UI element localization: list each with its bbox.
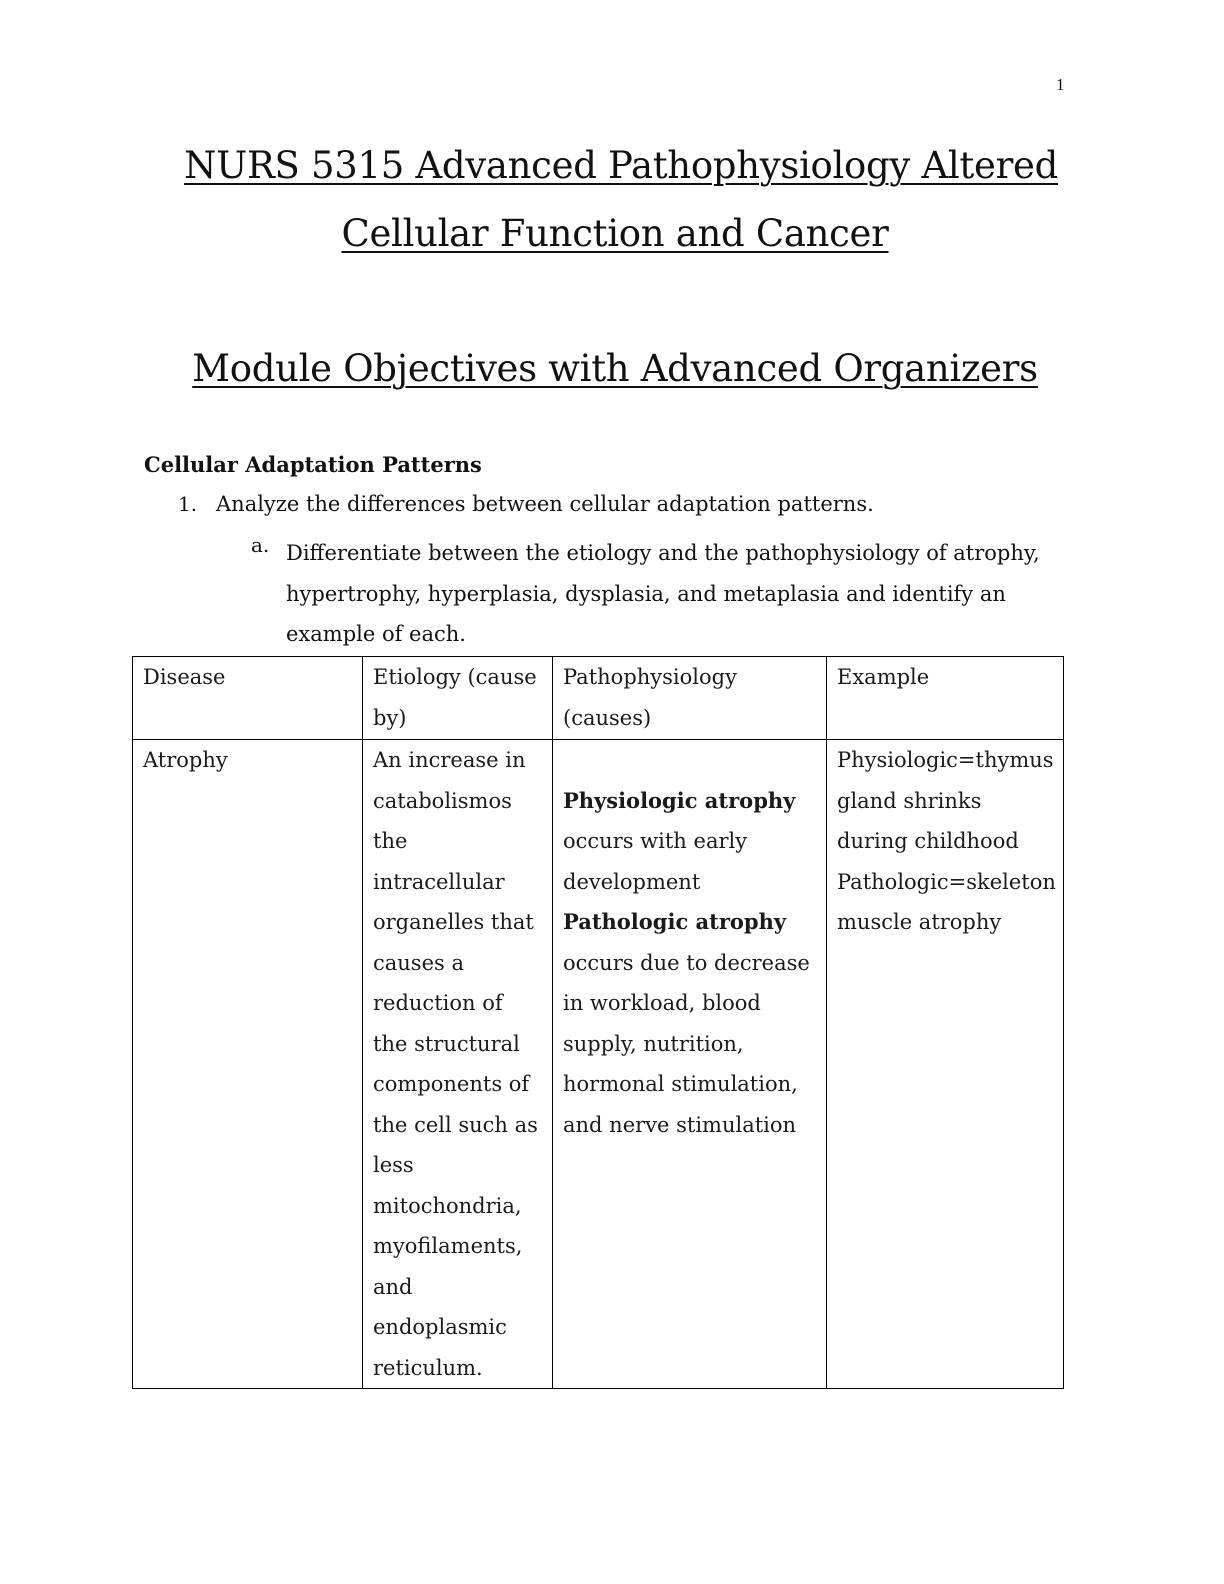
header-example: Example	[827, 657, 1064, 740]
pathologic-atrophy-label: Pathologic atrophy	[563, 909, 787, 934]
advanced-organizer-table	[132, 656, 1064, 1389]
etiology-text: An increase in catabolismos the intracellular organelles that causes a reduction of the structural components of the cell such as less mitochondria, myofilaments, and endoplasmic reticulum.	[373, 748, 538, 1380]
table-header-row	[133, 657, 1064, 740]
objective-text: Analyze the differences between cellular adaptation patterns.	[216, 492, 874, 516]
header-pathophysiology: Pathophysiology (causes)	[553, 657, 827, 740]
cell-pathophysiology	[553, 740, 827, 1389]
document-title-line-1: NURS 5315 Advanced Pathophysiology Altered	[184, 144, 1058, 187]
document-title-line-2: Cellular Function and Cancer	[341, 212, 889, 255]
header-etiology: Etiology (cause by)	[363, 657, 553, 740]
objective-number: 1.	[178, 492, 198, 516]
sub-objective-text: Differentiate between the etiology and the pathophysiology of atrophy, hypertrophy, hyperplasia, dysplasia, and metaplasia and identify an example of each.	[286, 541, 1040, 647]
cell-disease: Atrophy	[133, 740, 363, 1389]
physiologic-atrophy-label: Physiologic atrophy	[563, 787, 796, 813]
pathologic-atrophy-text: occurs due to decrease in workload, blood supply, nutrition, hormonal stimulation, and nerve stimulation	[563, 950, 810, 1137]
table-row	[133, 740, 1064, 1389]
sub-objective-letter: a.	[251, 533, 270, 557]
module-objectives-title: Module Objectives with Advanced Organizers	[192, 347, 1038, 390]
section-heading: Cellular Adaptation Patterns	[144, 452, 482, 477]
cell-example: Physiologic=thymus gland shrinks during childhood Pathologic=skeleton muscle atrophy	[827, 740, 1064, 1389]
cell-etiology	[363, 740, 553, 1389]
physiologic-atrophy-text: occurs with early development	[563, 829, 748, 894]
header-disease: Disease	[133, 657, 363, 740]
page-number: 1	[1056, 75, 1065, 94]
